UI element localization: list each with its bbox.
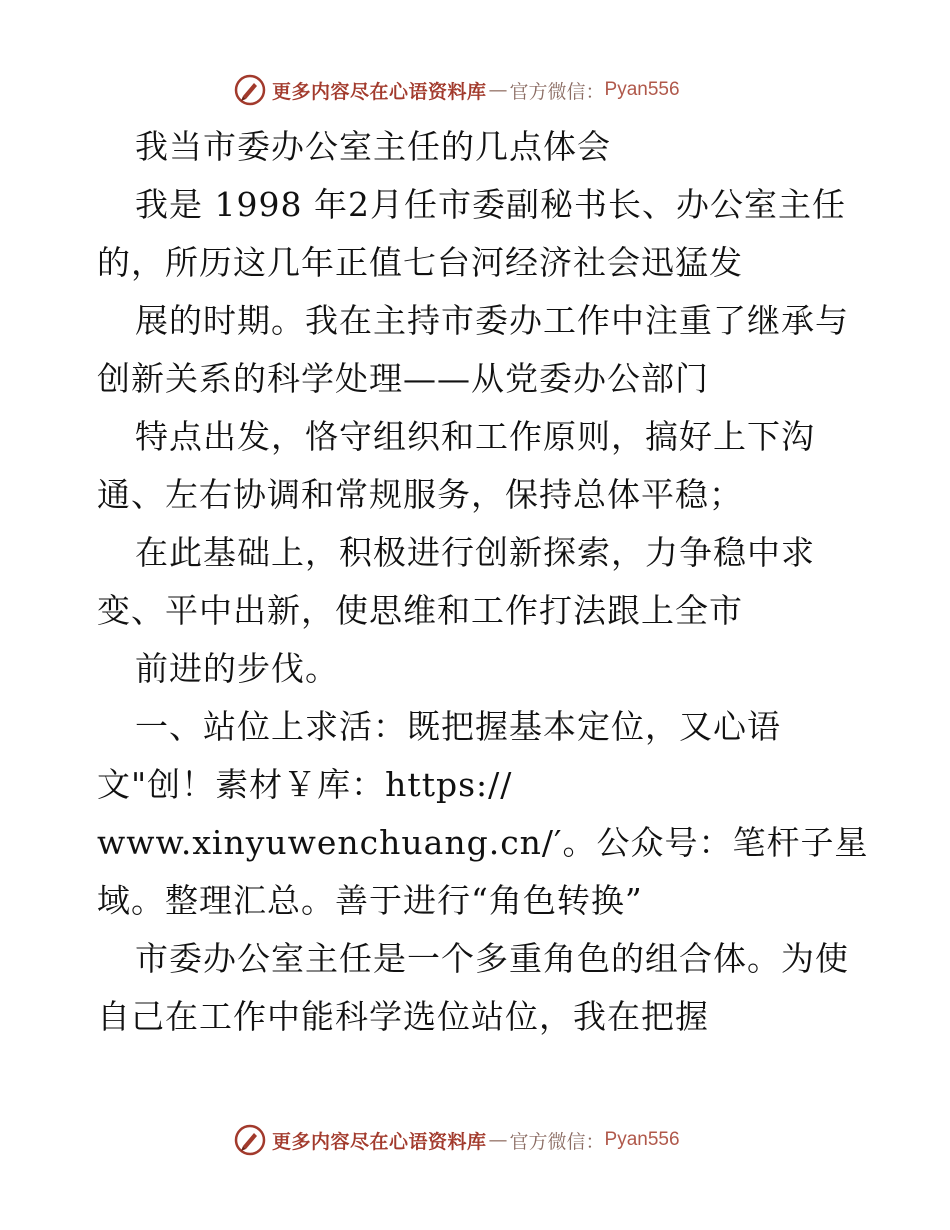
text-line: www.xinyuwenchuang.cn/′。公众号：笔杆子星: [97, 823, 869, 862]
header-watermark: [234, 72, 680, 108]
text-line: 一、站位上求活：既把握基本定位，又心语: [135, 707, 781, 746]
quill-logo-icon: [234, 1124, 266, 1156]
text-line: 变、平中出新，使思维和工作打法跟上全市: [97, 591, 743, 630]
watermark-separator: —: [488, 79, 508, 101]
watermark-official-label: 官方微信：: [509, 1130, 605, 1153]
watermark-wechat-id: Pyan556: [604, 79, 680, 100]
text-line: 前进的步伐。: [135, 649, 339, 688]
text-line: 展的时期。我在主持市委办工作中注重了继承与: [135, 301, 849, 340]
text-line: 自己在工作中能科学选位站位，我在把握: [97, 997, 709, 1036]
watermark-brand-text: 更多内容尽在心语资料库: [272, 80, 487, 103]
text-line: 域。整理汇总。善于进行“角色转换”: [97, 881, 643, 920]
text-line: 市委办公室主任是一个多重角色的组合体。为使: [135, 939, 849, 978]
document-title-line: 我当市委办公室主任的几点体会: [135, 127, 611, 166]
text-line: 通、左右协调和常规服务，保持总体平稳；: [97, 475, 743, 514]
quill-logo-icon: [234, 74, 266, 106]
text-line: 在此基础上，积极进行创新探索，力争稳中求: [135, 533, 815, 572]
text-line: 特点出发，恪守组织和工作原则，搞好上下沟: [135, 417, 815, 456]
text-line: 的，所历这几年正值七台河经济社会迅猛发: [97, 243, 743, 282]
document-body: [97, 118, 887, 1046]
watermark-wechat-id: Pyan556: [604, 1129, 680, 1150]
text-line: 创新关系的科学处理——从党委办公部门: [97, 359, 709, 398]
footer-watermark: [234, 1122, 680, 1158]
watermark-brand-text: 更多内容尽在心语资料库: [272, 1130, 487, 1153]
watermark-official-label: 官方微信：: [509, 80, 605, 103]
text-line: 我是 1998 年2月任市委副秘书长、办公室主任: [135, 185, 846, 224]
watermark-separator: —: [488, 1129, 508, 1151]
text-line: 文"创！素材￥库：https://: [97, 765, 513, 804]
